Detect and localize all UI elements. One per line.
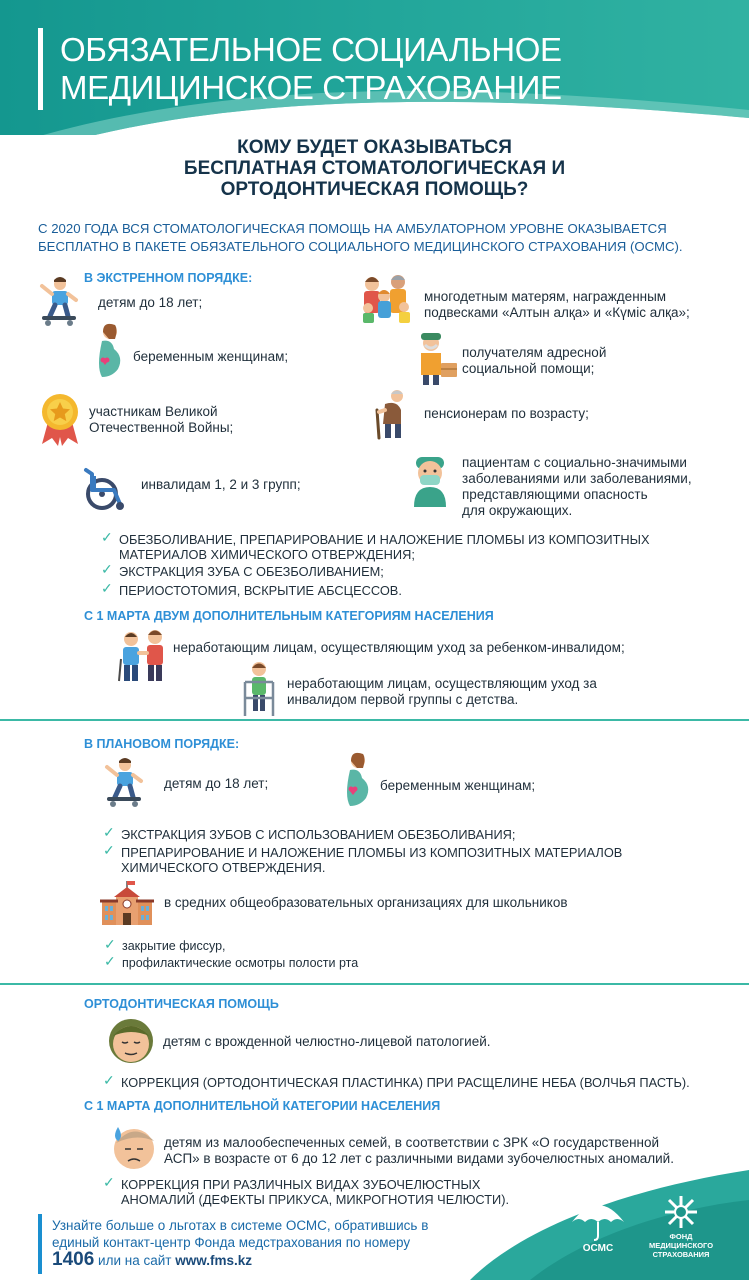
child-face-icon <box>106 1016 156 1066</box>
service-line: ЭКСТРАКЦИЯ ЗУБОВ С ИСПОЛЬЗОВАНИЕМ ОБЕЗБОЛИВАНИЯ; <box>121 827 516 842</box>
footer-accent-bar <box>38 1214 42 1274</box>
elderly-man-icon <box>413 331 459 385</box>
planned-pregnant: беременным женщинам; <box>380 778 536 793</box>
page-title <box>60 31 562 107</box>
veterans-line-2: Отечественной Войны; <box>89 420 234 435</box>
title-line-2: МЕДИЦИНСКОЕ СТРАХОВАНИЕ <box>60 69 562 106</box>
pensioner-icon <box>371 388 415 440</box>
check-icon: ✓ <box>104 953 116 969</box>
check-icon: ✓ <box>101 561 113 577</box>
footer-line-3-mid: или на сайт <box>94 1253 176 1268</box>
social-line-2: социальной помощи; <box>462 361 595 376</box>
question-line-2: БЕСПЛАТНАЯ СТОМАТОЛОГИЧЕСКАЯ И <box>183 158 566 179</box>
march-one-line-2: АСП» в возрасте от 6 до 12 лет с различными видами зубочелюстных аномалий. <box>164 1151 674 1166</box>
fund-logo-line-3: СТРАХОВАНИЯ <box>652 1250 710 1259</box>
social-line-1: получателям адресной <box>462 345 607 360</box>
planned-schools: в средних общеобразовательных организациях для школьников <box>164 895 568 910</box>
question-heading <box>60 137 689 200</box>
check-icon: ✓ <box>103 1174 115 1190</box>
fund-logo-icon <box>663 1194 699 1230</box>
planned-heading: В ПЛАНОВОМ ПОРЯДКЕ: <box>84 737 240 751</box>
question-line-1: КОМУ БУДЕТ ОКАЗЫВАТЬСЯ <box>237 137 512 158</box>
service-line: ПРЕПАРИРОВАНИЕ И НАЛОЖЕНИЕ ПЛОМБЫ ИЗ КОМПОЗИТНЫХ МАТЕРИАЛОВ <box>121 845 623 860</box>
service-line: ЭКСТРАКЦИЯ ЗУБА С ОБЕЗБОЛИВАНИЕМ; <box>119 564 384 579</box>
osms-logo-text: ОСМС <box>582 1243 614 1254</box>
patients-line-1: пациентам с социально-значимыми <box>462 455 687 470</box>
carer-adult-line-2: инвалидом первой группы с детства. <box>287 692 519 707</box>
carer-child-icon <box>117 629 169 683</box>
header-accent-bar <box>38 28 43 110</box>
medal-icon <box>38 392 82 446</box>
walker-icon <box>242 660 276 716</box>
patients-line-4: для окружающих. <box>462 503 573 518</box>
emergency-pensioners: пенсионерам по возрасту; <box>424 406 589 421</box>
family-icon <box>358 270 414 324</box>
emergency-disabled: инвалидам 1, 2 и 3 групп; <box>141 477 301 492</box>
march-one-line-1: детям из малообеспеченных семей, в соответствии с ЗРК «О государственной <box>164 1135 660 1150</box>
service-line: профилактические осмотры полости рта <box>122 956 359 970</box>
service-line: ПЕРИОСТОТОМИЯ, ВСКРЫТИЕ АБСЦЕССОВ. <box>119 583 402 598</box>
emergency-service-2 <box>101 561 384 579</box>
march-one-heading: С 1 МАРТА ДОПОЛНИТЕЛЬНОЙ КАТЕГОРИИ НАСЕЛЕНИЯ <box>84 1099 441 1113</box>
footer-text <box>52 1217 472 1269</box>
service-line: КОРРЕКЦИЯ ПРИ РАЗЛИЧНЫХ ВИДАХ ЗУБОЧЕЛЮСТНЫХ <box>121 1177 481 1192</box>
website-link[interactable]: www.fms.kz <box>175 1253 252 1268</box>
service-line: КОРРЕКЦИЯ (ОРТОДОНТИЧЕСКАЯ ПЛАСТИНКА) ПРИ РАСЩЕЛИНЕ НЕБА (ВОЛЧЬЯ ПАСТЬ). <box>121 1075 690 1090</box>
emergency-children: детям до 18 лет; <box>98 295 203 310</box>
pregnant-woman-icon <box>338 752 374 808</box>
fund-logo-line-2: МЕДИЦИНСКОГО <box>648 1241 714 1250</box>
march-two-carer-child: неработающим лицам, осуществляющим уход за ребенком-инвалидом; <box>173 640 625 655</box>
sad-child-icon <box>108 1121 156 1171</box>
ortho-service <box>103 1072 690 1090</box>
intro-line-2: БЕСПЛАТНО В ПАКЕТЕ ОБЯЗАТЕЛЬНОГО СОЦИАЛЬНОГО МЕДИЦИНСКОГО СТРАХОВАНИЯ (ОСМС). <box>38 239 683 254</box>
carer-adult-line-1: неработающим лицам, осуществляющим уход за <box>287 676 597 691</box>
contact-phone[interactable]: 1406 <box>52 1249 95 1270</box>
service-line: ХИМИЧЕСКОГО ОТВЕРЖДЕНИЯ. <box>121 860 326 875</box>
school-service-2 <box>104 953 359 971</box>
check-icon: ✓ <box>101 580 113 596</box>
question-line-3: ОРТОДОНТИЧЕСКАЯ ПОМОЩЬ? <box>220 179 529 200</box>
patients-line-3: представляющими опасность <box>462 487 648 502</box>
umbrella-logo-icon <box>568 1194 628 1242</box>
planned-children: детям до 18 лет; <box>164 776 269 791</box>
check-icon: ✓ <box>103 824 115 840</box>
mothers-line-2: подвесками «Алтын алқа» и «Күміс алқа»; <box>424 305 690 320</box>
section-divider <box>0 719 749 721</box>
ortho-heading: ОРТОДОНТИЧЕСКАЯ ПОМОЩЬ <box>84 997 279 1011</box>
veterans-line-1: участникам Великой <box>89 404 218 419</box>
service-line: ОБЕЗБОЛИВАНИЕ, ПРЕПАРИРОВАНИЕ И НАЛОЖЕНИЕ ПЛОМБЫ ИЗ КОМПОЗИТНЫХ <box>119 532 650 547</box>
school-service-1 <box>104 936 226 954</box>
emergency-service-3 <box>101 580 402 598</box>
fund-logo-line-1: ФОНД <box>669 1232 693 1241</box>
skateboard-kid-icon <box>38 276 80 326</box>
title-line-1: ОБЯЗАТЕЛЬНОЕ СОЦИАЛЬНОЕ <box>60 31 562 68</box>
doctor-mask-icon <box>410 455 450 507</box>
section-divider <box>0 983 749 985</box>
emergency-mothers <box>424 289 690 321</box>
march-one-text <box>164 1135 674 1167</box>
emergency-social <box>462 345 606 377</box>
header-banner <box>0 0 749 135</box>
service-line: МАТЕРИАЛОВ ХИМИЧЕСКОГО ОТВЕРЖДЕНИЯ; <box>119 547 415 562</box>
pregnant-woman-icon <box>90 323 126 379</box>
emergency-service-1 <box>101 529 650 562</box>
emergency-pregnant: беременным женщинам; <box>133 349 289 364</box>
intro-text <box>38 220 718 256</box>
service-line: закрытие фиссур, <box>122 939 226 953</box>
service-line: АНОМАЛИЙ (ДЕФЕКТЫ ПРИКУСА, МИКРОГНОТИЯ ЧЕЛЮСТИ). <box>121 1192 510 1207</box>
intro-line-1: С 2020 ГОДА ВСЯ СТОМАТОЛОГИЧЕСКАЯ ПОМОЩЬ НА АМБУЛАТОРНОМ УРОВНЕ ОКАЗЫВАЕТСЯ <box>38 221 667 236</box>
fund-logo-text <box>641 1232 721 1259</box>
patients-line-2: заболеваниями или заболеваниями, <box>462 471 692 486</box>
footer-line-3 <box>52 1251 472 1269</box>
emergency-heading: В ЭКСТРЕННОМ ПОРЯДКЕ: <box>84 271 253 285</box>
school-building-icon <box>100 879 154 927</box>
ortho-children: детям с врожденной челюстно-лицевой патологией. <box>163 1034 491 1049</box>
march-two-carer-adult <box>287 676 597 708</box>
mothers-line-1: многодетным матерям, награжденным <box>424 289 667 304</box>
emergency-veterans <box>89 404 233 436</box>
wheelchair-icon <box>82 466 128 512</box>
skateboard-kid-icon <box>103 757 145 807</box>
check-icon: ✓ <box>104 936 116 952</box>
footer-line-2: единый контакт-центр Фонда медстрахования по номеру <box>52 1235 411 1250</box>
planned-service-2 <box>103 842 623 875</box>
planned-service-1 <box>103 824 516 842</box>
footer-line-1: Узнайте больше о льготах в системе ОСМС, обратившись в <box>52 1218 429 1233</box>
march-two-heading: С 1 МАРТА ДВУМ ДОПОЛНИТЕЛЬНЫМ КАТЕГОРИЯМ НАСЕЛЕНИЯ <box>84 609 494 623</box>
check-icon: ✓ <box>101 529 113 545</box>
check-icon: ✓ <box>103 1072 115 1088</box>
emergency-patients <box>462 455 692 519</box>
check-icon: ✓ <box>103 842 115 858</box>
